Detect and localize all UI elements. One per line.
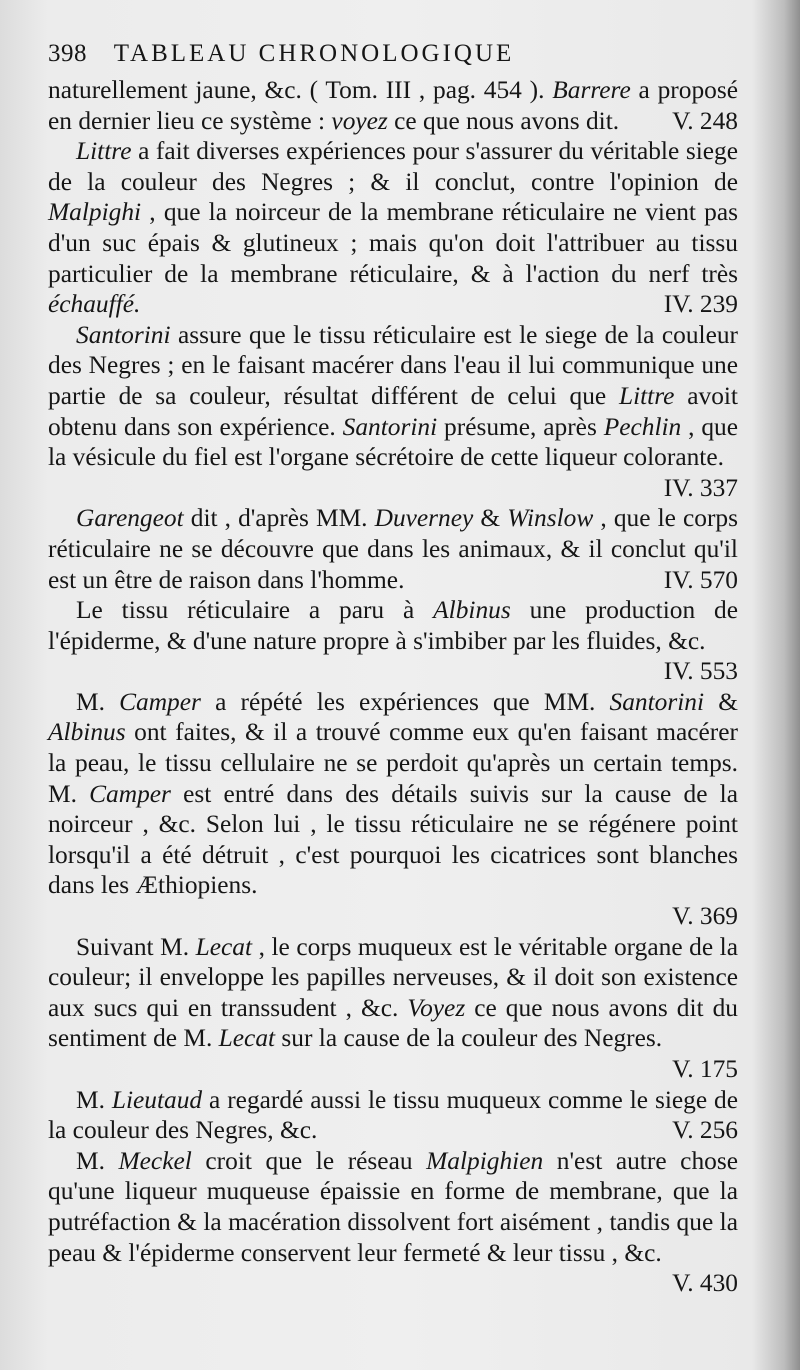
- page-number: 398: [48, 40, 87, 67]
- volume-reference: V. 256: [672, 1116, 738, 1145]
- paragraph-littre: Littre a fait diverses expériences pour s'assurer du véritable siege de la couleur des Negres ; & il conclut, contre l'opinion de Malpighi , que la noirceur de la membrane réticulaire ne vient pas d'un suc épais & glutineux ; mais qu'on doit l'attribuer au tissu particulier de la membrane réticulaire, & à l'action du nerf très échauffé. IV. 239: [48, 137, 738, 319]
- volume-reference: IV. 239: [663, 290, 738, 319]
- volume-reference: IV. 553: [663, 657, 738, 686]
- volume-reference: V. 369: [672, 902, 738, 931]
- paragraph-lecat: Suivant M. Lecat , le corps muqueux est le véritable organe de la couleur; il enveloppe les papilles nerveuses, & il doit son existence aux sucs qui en transsudent , &c. Voyez ce que nous avons dit du sentiment de M. Lecat sur la cause de la couleur des Negres. V. 175: [48, 932, 738, 1083]
- paragraph-santorini: Santorini assure que le tissu réticulaire est le siege de la couleur des Negres ; en le faisant macérer dans l'eau il lui communique une partie de sa couleur, résultat différent de celui que Littre avoit obtenu dans son expérience. Santorini présume, après Pechlin , que la vésicule du fiel est l'organe sécrétoire de cette liqueur colorante. IV. 337: [48, 320, 738, 502]
- volume-reference: V. 248: [672, 106, 738, 135]
- paragraph-garengeot: Garengeot dit , d'après MM. Duverney & Winslow , que le corps réticulaire ne se découvre que dans les animaux, & il conclut qu'il est un être de raison dans l'homme. IV. 570: [48, 504, 738, 594]
- paragraph-albinus: Le tissu réticulaire a paru à Albinus une production de l'épiderme, & d'une nature propre à s'imbiber par les fluides, &c. IV. 553: [48, 596, 738, 686]
- volume-reference: IV. 570: [663, 565, 738, 594]
- volume-reference: V. 175: [672, 1055, 738, 1083]
- paragraph-lieutaud: M. Lieutaud a regardé aussi le tissu muqueux comme le siege de la couleur des Negres, &c. V. 256: [48, 1085, 738, 1145]
- paragraph-meckel: M. Meckel croit que le réseau Malpighien n'est autre chose qu'une liqueur muqueuse épaissie en forme de membrane, que la putréfaction & la macération dissolvent fort aisément , tandis que la peau & l'épiderme conservent leur fermeté & leur tissu , &c. V. 430: [48, 1146, 738, 1298]
- paragraph-camper: M. Camper a répété les expériences que MM. Santorini & Albinus ont faites, & il a trouvé comme eux qu'en faisant macérer la peau, le tissu cellulaire ne se perdoit qu'après un certain temps. M. Camper est entré dans des détails suivis sur la cause de la noirceur , &c. Selon lui , le tissu réticulaire ne se régénere point lorsqu'il a été détruit , c'est pourquoi les cicatrices sont blanches dans les Æthiopiens. V. 369: [48, 687, 738, 931]
- volume-reference: V. 430: [672, 1269, 738, 1298]
- page-body: [48, 75, 738, 1299]
- paragraph-barrere: naturellement jaune, &c. ( Tom. III , pag. 454 ). Barrere a proposé en dernier lieu ce système : voyez ce que nous avons dit. V. 248: [48, 76, 738, 135]
- running-title: TABLEAU CHRONOLOGIQUE: [113, 40, 515, 67]
- page-header: [48, 36, 748, 72]
- volume-reference: IV. 337: [663, 473, 738, 502]
